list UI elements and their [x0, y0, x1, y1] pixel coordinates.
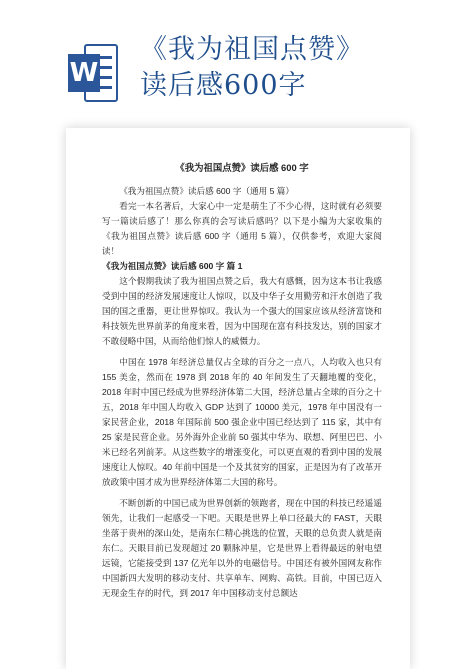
document-subtitle: 《我为祖国点赞》读后感 600 字（通用 5 篇）: [119, 186, 294, 196]
document-content: [102, 160, 382, 601]
page-title-line2: 读后感600字: [140, 70, 307, 101]
page-title: [140, 32, 460, 104]
page-fade: [66, 600, 410, 669]
word-document-icon: [68, 44, 118, 102]
document-title: 《我为祖国点赞》读后感 600 字: [175, 162, 309, 173]
intro-paragraph: 看完一本名著后，大家心中一定是萌生了不少心得，这时就有必须要写一篇读后感了！那么你真的会写读后感吗？以下是小编为大家收集的《我为祖国点赞》读后感 600 字（通用 5 篇），仅供参考，欢迎大家阅读！: [102, 201, 382, 256]
body-paragraph: 中国在 1978 年经济总量仅占全球的百分之一点八，人均收入也只有 155 美金，然而在 1978 到 2018 年的 40 年间发生了天翻地覆的变化，2018 年时中国已经成为世界经济体第二大国，经济总量占全球的百分之十五，2018 年中国人均收入 GDP 达到了 10000 美元，1978 年中国没有一家民营企业，2018 年国际前 500 强企业中国已经达到了 115 家，其中有 25 家是民营企业。另外海外企业前 50 强其中华为、联想、阿里巴巴、小米已经名列前茅。从这些数字的增涨变化，可以更直观的看到中国的发展速度让人惊叹。40 年前中国是一个及其贫穷的国家，正是因为有了改革开放政策中国才成为世界经济体第二大国的称号。: [102, 357, 382, 487]
section-title: 《我为祖国点赞》读后感 600 字 篇 1: [102, 261, 243, 271]
header: [0, 0, 474, 120]
word-icon-letter: W: [68, 54, 100, 92]
body-paragraph: 这个假期我读了我为祖国点赞之后，我大有感慨，因为这本书让我感受到中国的经济发展速度让人惊叹，以及中华子女用勤劳和汗水创造了我国的国之重器，更让世界惊叹。我认为一个强大的国家应该从经济富饶和科技领先世界前茅的角度来看，因为中国现在富有科技发达，别的国家才不敢侵略中国，从而给他们惊人的威慑力。: [102, 276, 382, 346]
page-title-line1: 《我为祖国点赞》: [140, 34, 364, 65]
body-paragraph: 不断创新的中国已成为世界创新的领跑者，现在中国的科技已经遥遥领先，让我们一起感受一下吧。天眼是世界上单口径最大的 FAST，天眼坐落于贵州的深山处，是南东仁精心挑选的位置，天眼的总负责人就是南东仁。天眼目前已发现超过 20 颗脉冲星，它是世界上看得最远的射电望远镜，它能接受到 137 亿光年以外的电磁信号。中国还有被外国网友称作中国新四大发明的移动支付、共享单车、网购、高铁。目前，中国已迈入无现金生存的时代，到 2017 年中国移动支付总额达: [102, 498, 382, 598]
